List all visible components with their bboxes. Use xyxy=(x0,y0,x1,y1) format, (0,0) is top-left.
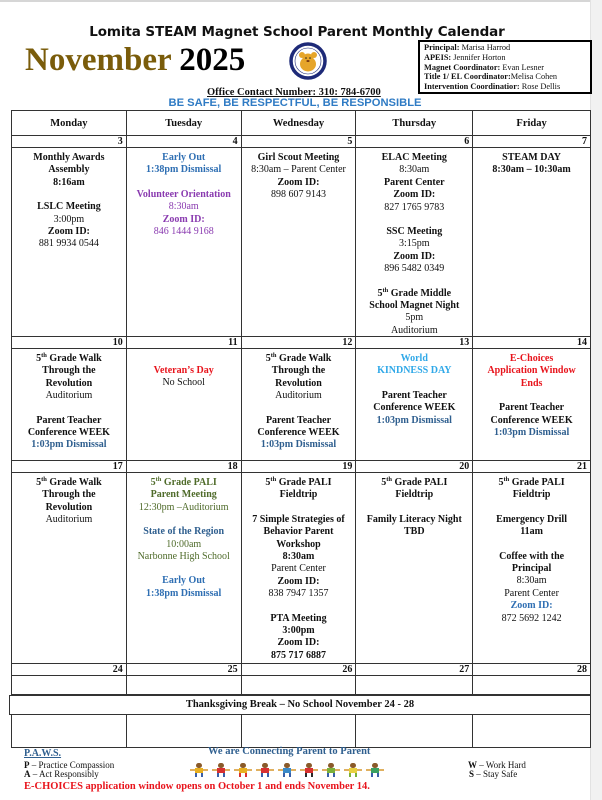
date-number: 11 xyxy=(127,337,242,349)
day-cell-17: 5th Grade Walk Through the Revolution Auditorium xyxy=(12,473,127,664)
staff-principal: Principal: Marisa Harrod xyxy=(424,43,511,52)
thanksgiving-banner: Thanksgiving Break – No School November 24 - 28 xyxy=(9,695,591,715)
week-row xyxy=(11,349,591,461)
weekday-header-row xyxy=(11,110,591,136)
school-motto: BE SAFE, BE RESPECTFUL, BE RESPONSIBLE xyxy=(168,97,422,109)
top-border xyxy=(0,0,602,2)
month-year-title xyxy=(25,42,245,78)
paws-item-a: A – Act Responsibly xyxy=(24,769,99,779)
scrollbar-track[interactable] xyxy=(590,0,602,800)
date-number: 10 xyxy=(12,337,127,349)
date-row xyxy=(11,136,591,148)
paws-title: P.A.W.S. xyxy=(24,748,62,759)
staff-apeis: APEIS: Jennifer Horton xyxy=(424,52,506,62)
date-row xyxy=(11,337,591,349)
day-cell-11: Veteran’s Day No School xyxy=(127,349,242,461)
staff-directory-box xyxy=(418,40,592,94)
echoices-notice: E-CHOICES application window opens on October 1 and ends November 14. xyxy=(24,781,370,792)
day-cell-12: 5th Grade Walk Through the Revolution Auditorium Parent Teacher Conference WEEK 1:03pm Dismissal xyxy=(242,349,357,461)
date-number: 21 xyxy=(473,461,591,473)
day-cell-21: 5th Grade PALI Fieldtrip Emergency Drill 11am Coffee with the Principal 8:30am Parent Center Zoom ID: 872 5692 1242 xyxy=(473,473,591,664)
date-number: 6 xyxy=(356,136,473,148)
day-cell-7: STEAM DAY 8:30am – 10:30am xyxy=(473,148,591,337)
date-number: 12 xyxy=(242,337,357,349)
day-cell-13: World KINDNESS DAY Parent Teacher Conference WEEK 1:03pm Dismissal xyxy=(356,349,473,461)
paws-item-p: P – Practice Compassion xyxy=(24,760,115,770)
staff-magnet-coordinator: Magnet Coordinator: Evan Lesner xyxy=(424,62,545,72)
weekday-friday: Friday xyxy=(473,111,591,136)
date-number: 14 xyxy=(473,337,591,349)
school-title: Lomita STEAM Magnet School Parent Monthly Calendar xyxy=(89,24,505,40)
date-number: 28 xyxy=(473,664,591,676)
date-number: 26 xyxy=(242,664,357,676)
paws-item-s: S – Stay Safe xyxy=(469,769,518,779)
date-number: 20 xyxy=(356,461,473,473)
date-number: 7 xyxy=(473,136,591,148)
school-mascot-bear-logo-icon xyxy=(289,40,327,88)
week-row xyxy=(11,473,591,664)
weekday-monday: Monday xyxy=(12,111,127,136)
children-holding-hands-icon xyxy=(190,763,384,777)
day-cell-5: Girl Scout Meeting 8:30am – Parent Center Zoom ID: 898 607 9143 xyxy=(242,148,357,337)
weekday-thursday: Thursday xyxy=(356,111,473,136)
day-cell-19: 5th Grade PALI Fieldtrip 7 Simple Strategies of Behavior Parent Workshop 8:30am Parent Center Zoom ID: 838 7947 1357 PTA Meeting 3:00pm Zoom ID: 875 717 6887 xyxy=(242,473,357,664)
staff-title1-coordinator: Title 1/ EL Coordinator:Melisa Cohen xyxy=(424,72,558,82)
day-cell-6: ELAC Meeting 8:30am Parent Center Zoom ID: 827 1765 9783 SSC Meeting 3:15pm Zoom ID: 896 5482 0349 5th Grade Middle School Magnet Night 5pm Auditorium xyxy=(356,148,473,337)
day-cell-14: E-Choices Application Window Ends Parent Teacher Conference WEEK 1:03pm Dismissal xyxy=(473,349,591,461)
day-cell-4: Early Out 1:38pm Dismissal Volunteer Orientation 8:30am Zoom ID: 846 1444 9168 xyxy=(127,148,242,337)
date-row xyxy=(11,664,591,676)
paws-item-w: W – Work Hard xyxy=(468,760,526,770)
staff-intervention-coordinator: Intervention Coordinatior: Rose Dellis xyxy=(424,82,561,92)
office-contact: Office Contact Number: 310: 784-6700 xyxy=(207,87,381,98)
year-label: 2025 xyxy=(179,42,246,78)
day-cell-10: 5th Grade Walk Through the Revolution Auditorium Parent Teacher Conference WEEK 1:03pm Dismissal xyxy=(12,349,127,461)
week-row xyxy=(11,148,591,337)
date-row xyxy=(11,461,591,473)
date-number: 19 xyxy=(242,461,357,473)
date-number: 27 xyxy=(356,664,473,676)
day-cell-20: 5th Grade PALI Fieldtrip Family Literacy Night TBD xyxy=(356,473,473,664)
date-number: 18 xyxy=(127,461,242,473)
weekday-tuesday: Tuesday xyxy=(127,111,242,136)
day-cell-18: 5th Grade PALI Parent Meeting 12:30pm –Auditorium State of the Region 10:00am Narbonne High School Early Out 1:38pm Dismissal xyxy=(127,473,242,664)
date-number: 4 xyxy=(127,136,242,148)
calendar-grid xyxy=(11,110,591,748)
date-number: 3 xyxy=(12,136,127,148)
date-number: 13 xyxy=(356,337,473,349)
week-row-empty xyxy=(11,715,591,748)
month-label: November xyxy=(25,42,172,78)
connecting-parents-heading: We are Connecting Parent to Parent xyxy=(208,746,371,757)
day-cell-3: Monthly Awards Assembly 8:16am LSLC Meeting 3:00pm Zoom ID: 881 9934 0544 xyxy=(12,148,127,337)
week-row-empty xyxy=(11,676,591,695)
weekday-wednesday: Wednesday xyxy=(242,111,357,136)
date-number: 17 xyxy=(12,461,127,473)
date-number: 24 xyxy=(12,664,127,676)
date-number: 25 xyxy=(127,664,242,676)
date-number: 5 xyxy=(242,136,357,148)
